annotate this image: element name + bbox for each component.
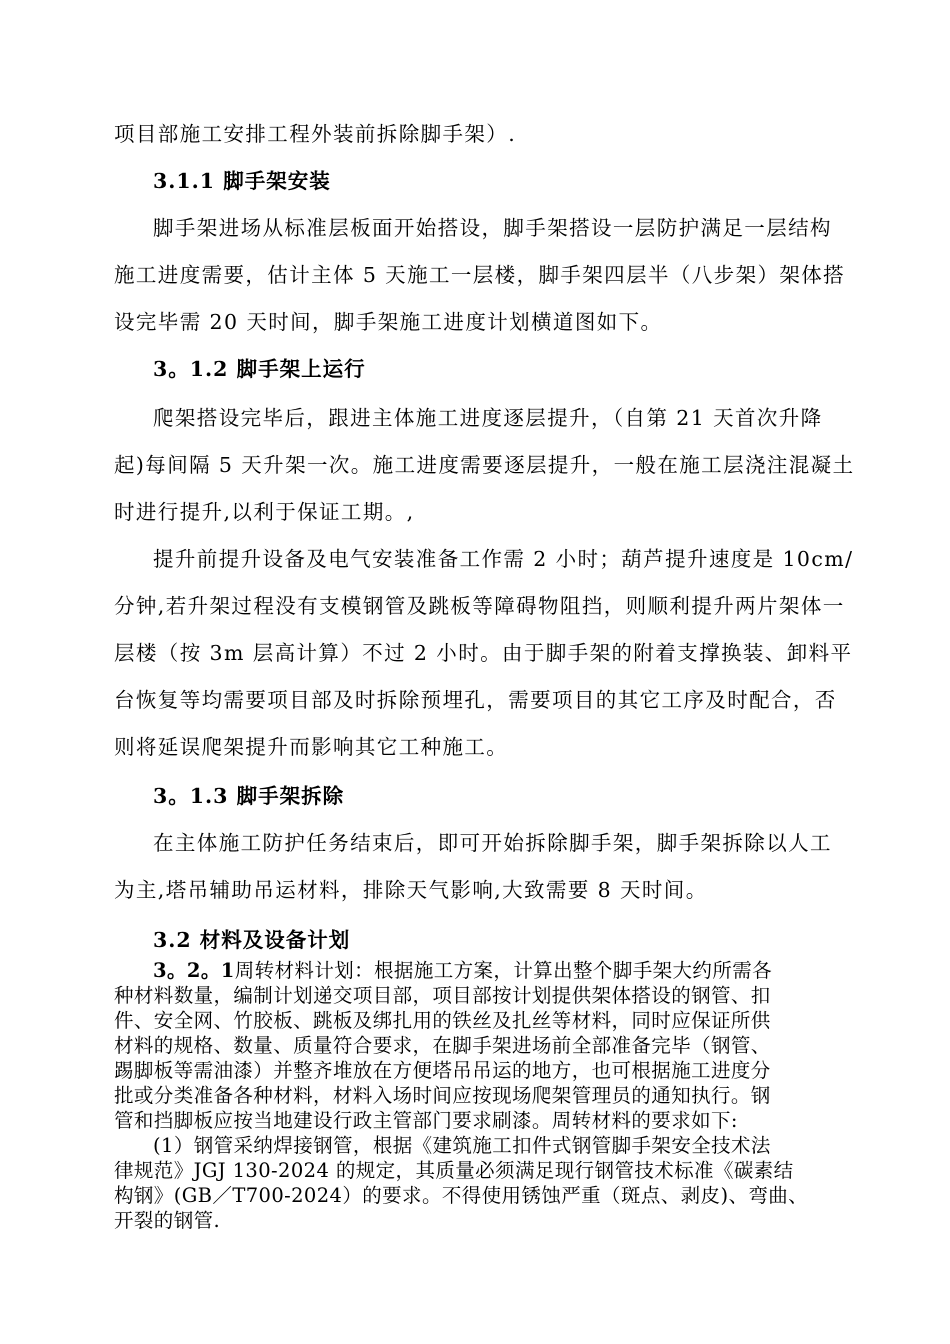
paragraph-line: 施工进度需要，估计主体 5 天施工一层楼，脚手架四层半（八步架）架体搭: [114, 263, 846, 287]
paragraph-line: 爬架搭设完毕后，跟进主体施工进度逐层提升，（自第 21 天首次升降: [153, 406, 823, 430]
subsection-number: 3。2。1: [153, 959, 235, 982]
paragraph-line: 律规范》JGJ 130-2024 的规定，其质量必须满足现行钢管技术标准《碳素结: [114, 1159, 794, 1182]
paragraph-line: 在主体施工防护任务结束后，即可开始拆除脚手架，脚手架拆除以人工: [153, 831, 832, 855]
paragraph-line: (1）钢管采纳焊接钢管，根据《建筑施工扣件式钢管脚手架安全技术法: [153, 1134, 771, 1157]
paragraph-line: 起)每间隔 5 天升架一次。施工进度需要逐层提升，一般在施工层浇注混凝土: [114, 453, 855, 477]
paragraph-line: 为主,塔吊辅助吊运材料，排除天气影响,大致需要 8 天时间。: [114, 878, 708, 902]
paragraph-line: 种材料数量，编制计划递交项目部，项目部按计划提供架体搭设的钢管、扣: [114, 984, 771, 1007]
paragraph-line: 台恢复等均需要项目部及时拆除预埋孔，需要项目的其它工序及时配合，否: [114, 688, 837, 712]
section-heading-3-1-3: 3。1.3 脚手架拆除: [153, 784, 345, 808]
paragraph-line: 分钟,若升架过程没有支模钢管及跳板等障碍物阻挡，则顺利提升两片架体一: [114, 594, 845, 618]
paragraph-line: 踢脚板等需油漆）并整齐堆放在方便塔吊吊运的地方，也可根据施工进度分: [114, 1059, 771, 1082]
paragraph-line: 件、安全网、竹胶板、跳板及绑扎用的铁丝及扎丝等材料，同时应保证所供: [114, 1009, 771, 1032]
paragraph-text: 周转材料计划：根据施工方案，计算出整个脚手架大约所需各: [234, 959, 773, 982]
paragraph-line: 设完毕需 20 天时间，脚手架施工进度计划横道图如下。: [114, 310, 663, 334]
paragraph-line: 开裂的钢管.: [114, 1209, 221, 1232]
paragraph-line: [153, 960, 772, 982]
paragraph-line: 时进行提升,以利于保证工期。,: [114, 500, 415, 524]
paragraph-line: 脚手架进场从标准层板面开始搭设，脚手架搭设一层防护满足一层结构: [153, 216, 832, 240]
section-heading-3-2: 3.2 材料及设备计划: [153, 928, 351, 952]
section-heading-3-1-1: 3.1.1 脚手架安装: [153, 169, 331, 193]
paragraph-line: 构钢》(GB／T700-2024）的要求。不得使用锈蚀严重（斑点、剥皮)、弯曲、: [114, 1184, 809, 1207]
section-heading-3-1-2: 3。1.2 脚手架上运行: [153, 357, 366, 381]
paragraph-line: 材料的规格、数量、质量符合要求，在脚手架进场前全部准备完毕（钢管、: [114, 1034, 771, 1057]
paragraph-line: 管和挡脚板应按当地建设行政主管部门要求刷漆。周转材料的要求如下:: [114, 1109, 738, 1132]
paragraph-line: 则将延误爬架提升而影响其它工种施工。: [114, 735, 509, 759]
paragraph-line: 批或分类准备各种材料，材料入场时间应按现场爬架管理员的通知执行。钢: [114, 1084, 771, 1107]
paragraph-line: 层楼（按 3m 层高计算）不过 2 小时。由于脚手架的附着支撑换装、卸料平: [114, 641, 853, 665]
paragraph-line: 项目部施工安排工程外装前拆除脚手架）.: [114, 122, 517, 146]
paragraph-line: 提升前提升设备及电气安装准备工作需 2 小时；葫芦提升速度是 10cm/: [153, 547, 854, 571]
